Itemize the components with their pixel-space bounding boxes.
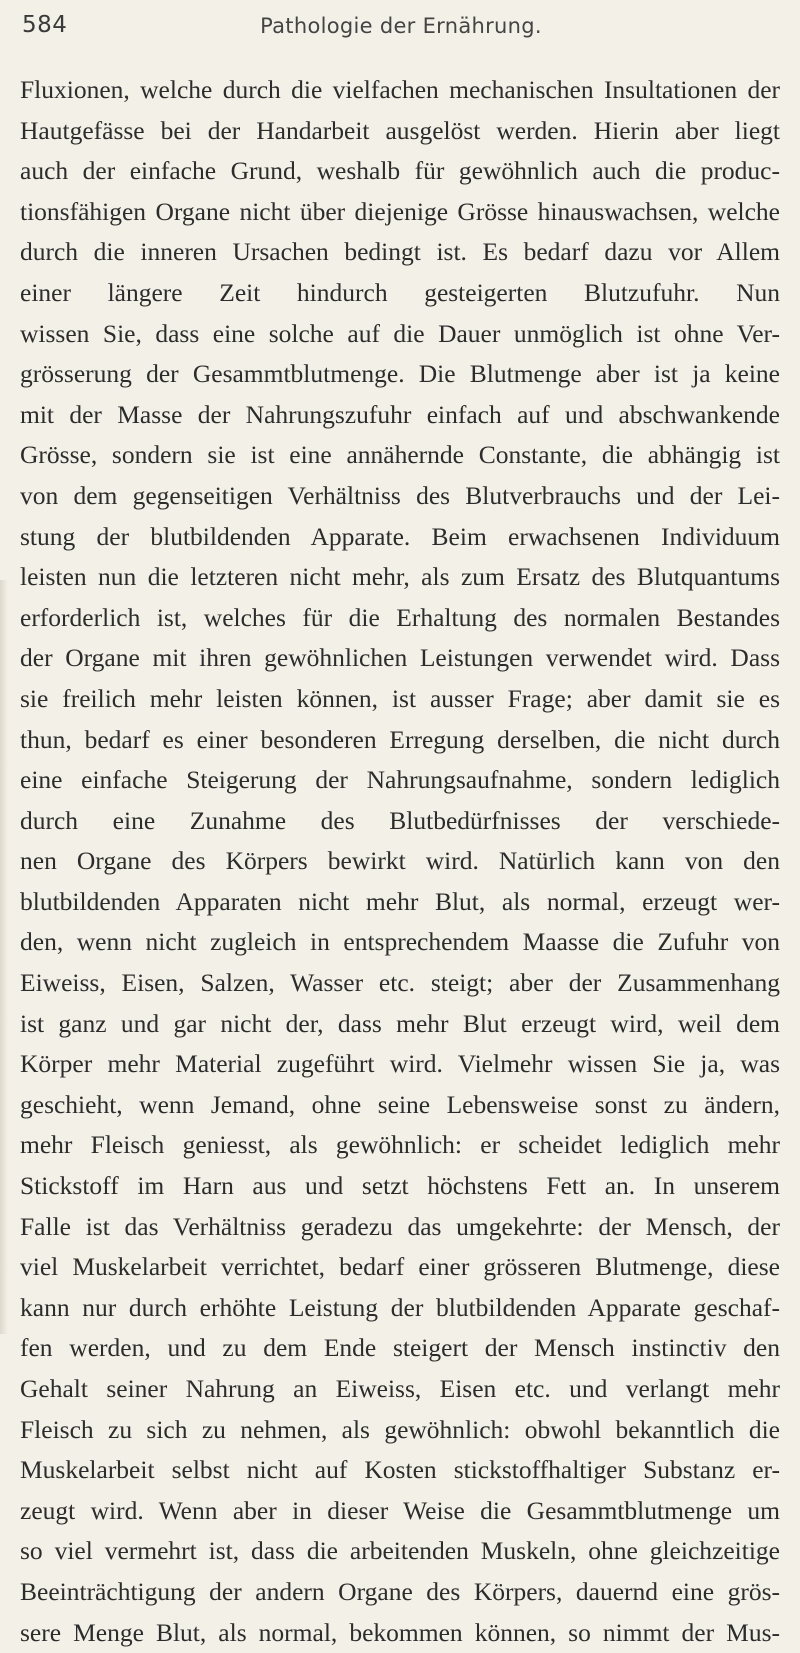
text-line: wissen Sie, dass eine solche auf die Dauer unmöglich ist ohne Ver- <box>20 318 780 348</box>
text-line: Beeinträchtigung der andern Organe des Körpers, dauernd eine grös- <box>20 1576 780 1606</box>
text-line: Fleisch zu sich zu nehmen, als gewöhnlich: obwohl bekanntlich die <box>20 1414 780 1444</box>
text-line: fen werden, und zu dem Ende steigert der Mensch instinctiv den <box>20 1333 780 1363</box>
text-line: von dem gegenseitigen Verhältniss des Blutverbrauchs und der Lei- <box>20 480 780 510</box>
text-line: leisten nun die letzteren nicht mehr, als zum Ersatz des Blutquantums <box>20 562 780 592</box>
text-line: einer längere Zeit hindurch gesteigerten Blutzufuhr. Nun <box>20 277 780 307</box>
text-line: auch der einfache Grund, weshalb für gewöhnlich auch die produc- <box>20 156 780 186</box>
text-line: durch eine Zunahme des Blutbedürfnisses der verschiede- <box>20 805 780 835</box>
text-line: mehr Fleisch geniesst, als gewöhnlich: er scheidet lediglich mehr <box>20 1130 780 1160</box>
text-line: den, wenn nicht zugleich in entsprechendem Maasse die Zufuhr von <box>20 927 780 957</box>
page-header <box>22 12 780 46</box>
text-line: Stickstoff im Harn aus und setzt höchstens Fett an. In unserem <box>20 1171 780 1201</box>
text-line: grösserung der Gesammtblutmenge. Die Blutmenge aber ist ja keine <box>20 359 780 389</box>
text-line: durch die inneren Ursachen bedingt ist. Es bedarf dazu vor Allem <box>20 237 780 267</box>
text-line: zeugt wird. Wenn aber in dieser Weise die Gesammtblutmenge um <box>20 1495 780 1525</box>
text-line: Hautgefässe bei der Handarbeit ausgelöst werden. Hierin aber liegt <box>20 115 780 145</box>
text-line: Fluxionen, welche durch die vielfachen mechanischen Insultationen der <box>20 75 780 104</box>
text-line: ist ganz und gar nicht der, dass mehr Blut erzeugt wird, weil dem <box>20 1008 780 1038</box>
page-edge-shadow <box>0 580 8 1334</box>
text-line: tionsfähigen Organe nicht über diejenige Grösse hinauswachsen, welche <box>20 196 780 226</box>
text-line: stung der blutbildenden Apparate. Beim erwachsenen Individuum <box>20 521 780 551</box>
body-text <box>20 70 780 1653</box>
text-line: Körper mehr Material zugeführt wird. Vielmehr wissen Sie ja, was <box>20 1049 780 1079</box>
text-line: sie freilich mehr leisten können, ist ausser Frage; aber damit sie es <box>20 683 780 713</box>
text-line: der Organe mit ihren gewöhnlichen Leistungen verwendet wird. Dass <box>20 643 780 673</box>
text-line: viel Muskelarbeit verrichtet, bedarf einer grösseren Blutmenge, diese <box>20 1252 780 1282</box>
text-line: sere Menge Blut, als normal, bekommen können, so nimmt der Mus- <box>20 1617 780 1647</box>
text-line: Falle ist das Verhältniss geradezu das umgekehrte: der Mensch, der <box>20 1211 780 1241</box>
running-title: Pathologie der Ernährung. <box>260 14 542 38</box>
text-line: so viel vermehrt ist, dass die arbeitenden Muskeln, ohne gleichzeitige <box>20 1536 780 1566</box>
page-number: 584 <box>22 12 68 38</box>
text-line: eine einfache Steigerung der Nahrungsaufnahme, sondern lediglich <box>20 765 780 795</box>
text-line: thun, bedarf es einer besonderen Erregung derselben, die nicht durch <box>20 724 780 754</box>
text-line: mit der Masse der Nahrungszufuhr einfach auf und abschwankende <box>20 399 780 429</box>
text-line: kann nur durch erhöhte Leistung der blutbildenden Apparate geschaf- <box>20 1292 780 1322</box>
text-line: geschieht, wenn Jemand, ohne seine Lebensweise sonst zu ändern, <box>20 1089 780 1119</box>
text-line: Muskelarbeit selbst nicht auf Kosten stickstoffhaltiger Substanz er- <box>20 1455 780 1485</box>
text-line: Gehalt seiner Nahrung an Eiweiss, Eisen etc. und verlangt mehr <box>20 1374 780 1403</box>
text-line: erforderlich ist, welches für die Erhaltung des normalen Bestandes <box>20 602 780 632</box>
text-line: Grösse, sondern sie ist eine annähernde Constante, die abhängig ist <box>20 440 780 470</box>
text-line: Eiweiss, Eisen, Salzen, Wasser etc. steigt; aber der Zusammenhang <box>20 968 780 998</box>
text-line: nen Organe des Körpers bewirkt wird. Natürlich kann von den <box>20 846 780 876</box>
text-line: blutbildenden Apparaten nicht mehr Blut, als normal, erzeugt wer- <box>20 886 780 916</box>
